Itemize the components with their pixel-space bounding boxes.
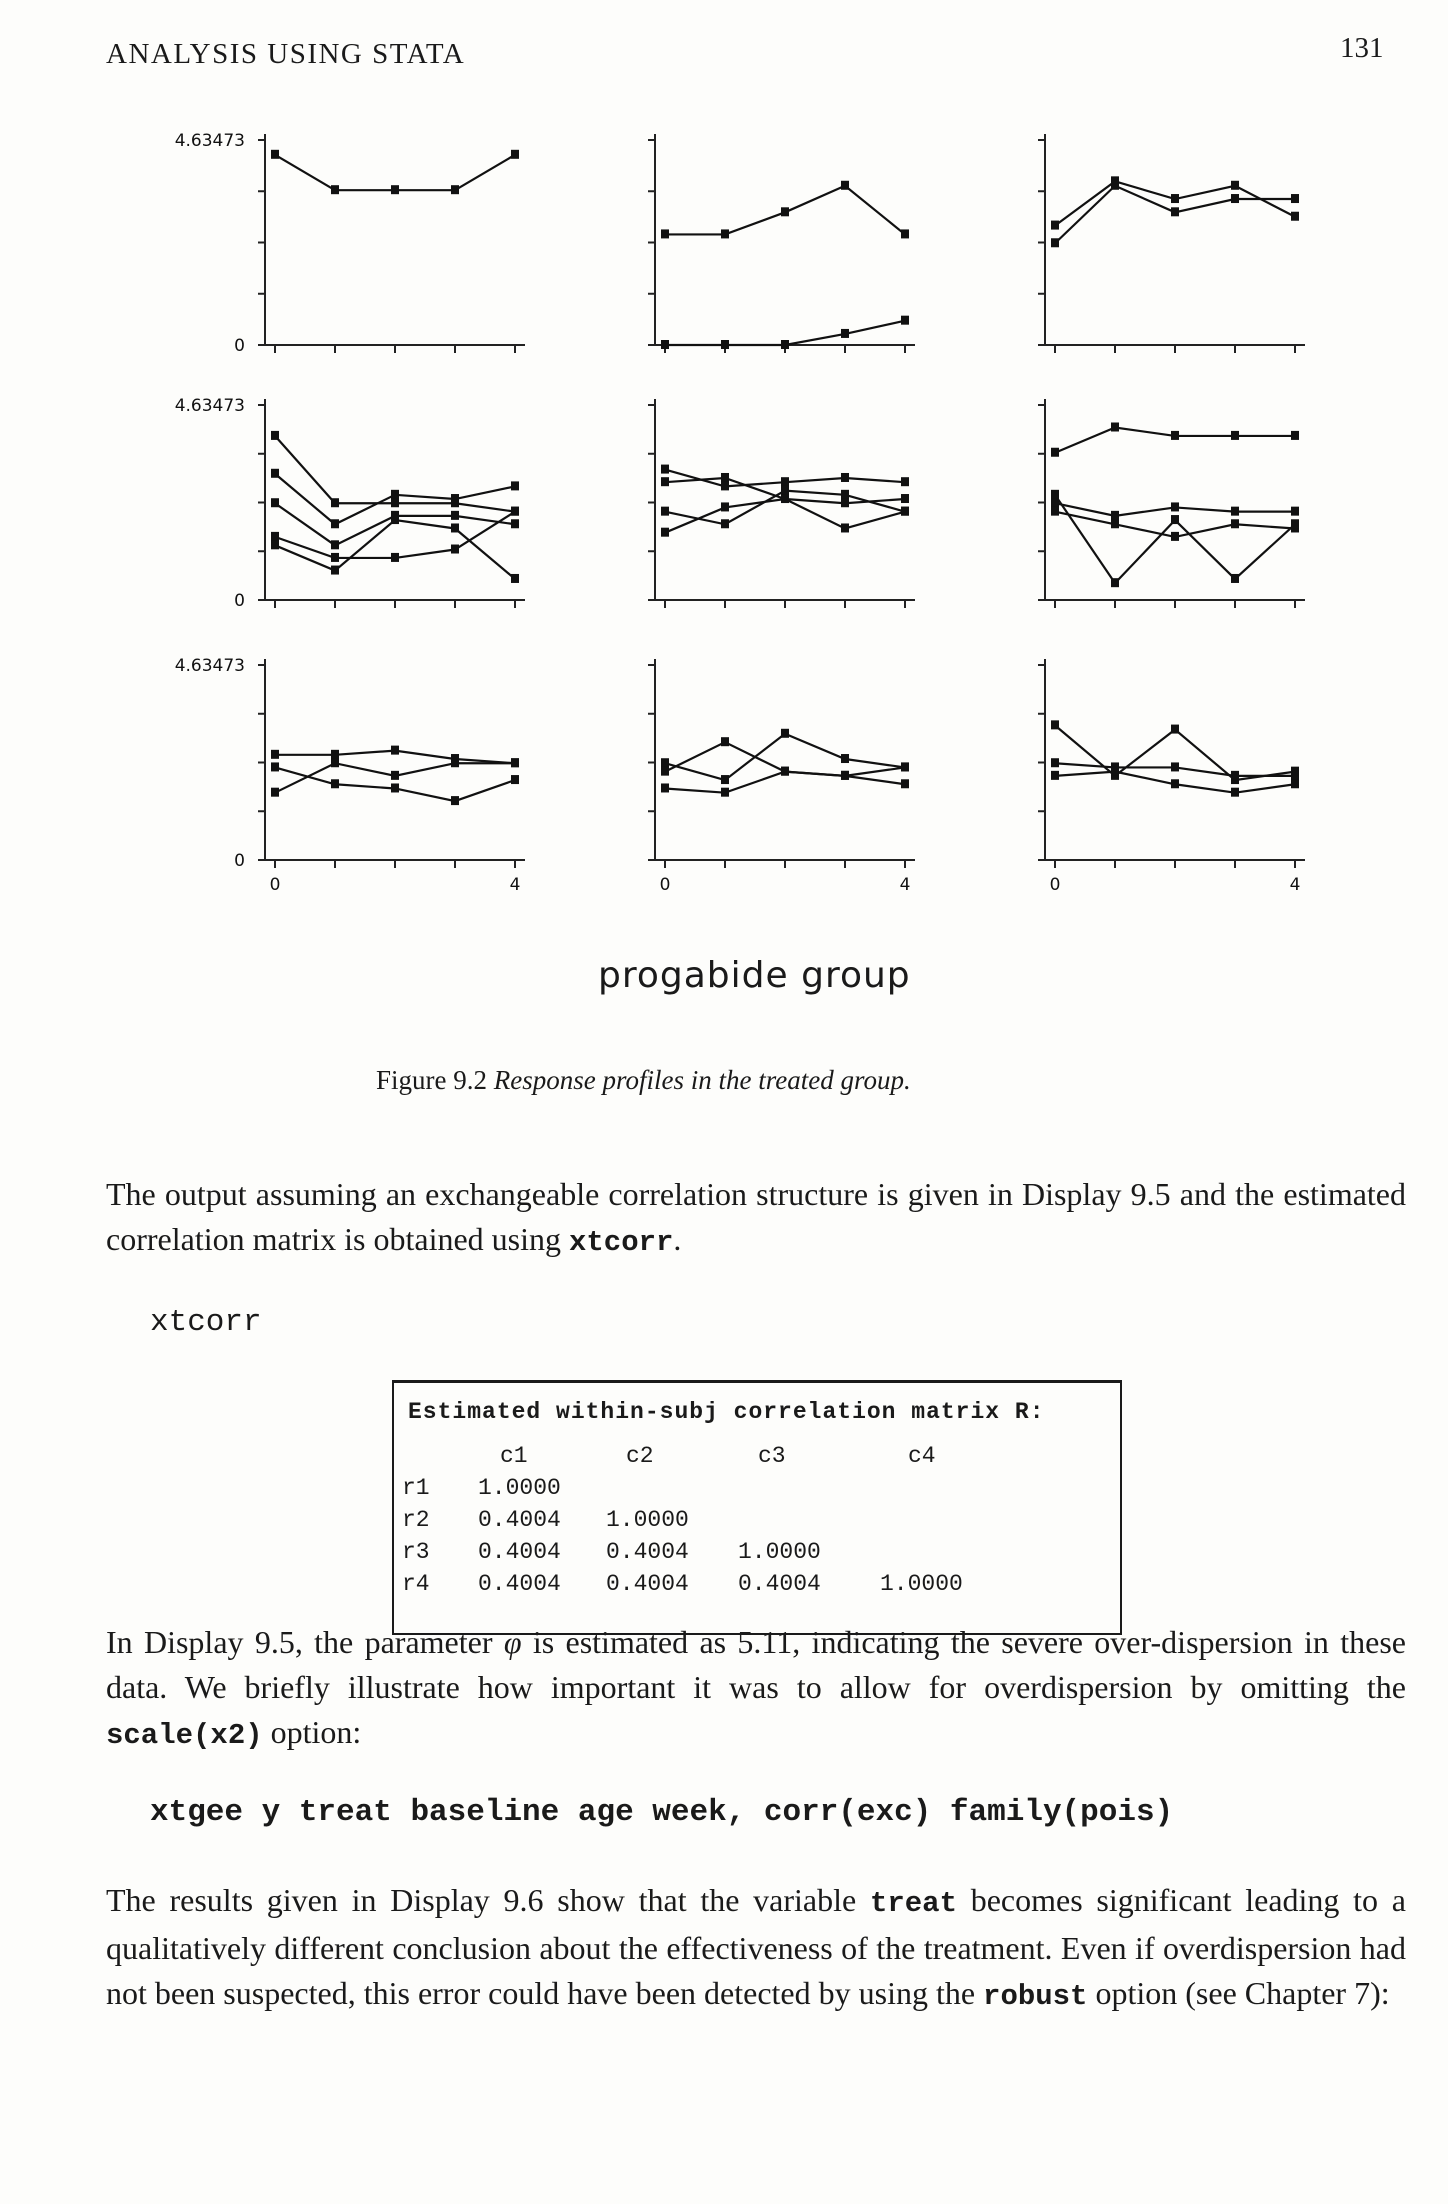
data-point-marker [1051, 507, 1059, 516]
data-point-marker [1051, 758, 1059, 767]
data-point-marker [1231, 519, 1239, 528]
data-point-marker [1171, 194, 1179, 203]
para2-text-b: is estimated as 5.11, indicating the severe over-dispersion in these data. We briefly illustrate how important it was to allow for overdispersion by omitting the [106, 1624, 1407, 1705]
matrix-row-label: r4 [402, 1571, 430, 1597]
data-point-marker [511, 481, 519, 490]
data-point-marker [511, 507, 519, 516]
data-point-marker [1231, 574, 1239, 583]
x-tick-label-left: 0 [659, 875, 671, 895]
x-tick-label-left: 0 [269, 875, 281, 895]
data-point-marker [1171, 431, 1179, 440]
data-point-marker [1051, 490, 1059, 499]
data-point-marker [1051, 448, 1059, 457]
data-point-marker [1291, 779, 1299, 788]
data-point-marker [1231, 771, 1239, 780]
para1-code: xtcorr [569, 1226, 674, 1259]
data-point-marker [391, 185, 399, 194]
data-point-marker [511, 775, 519, 784]
data-point-marker [1231, 431, 1239, 440]
data-point-marker [1111, 578, 1119, 587]
data-point-marker [721, 481, 729, 490]
data-point-marker [841, 329, 849, 338]
data-point-marker [1291, 771, 1299, 780]
data-point-marker [331, 540, 339, 549]
matrix-cell: 0.4004 [606, 1571, 689, 1597]
data-point-marker [331, 758, 339, 767]
data-point-marker [1111, 511, 1119, 520]
data-point-marker [1231, 194, 1239, 203]
response-profile-line [275, 155, 515, 190]
data-point-marker [661, 783, 669, 792]
data-point-marker [781, 729, 789, 738]
y-tick-label-top: 4.63473 [174, 656, 245, 676]
para3-code-robust: robust [983, 1980, 1088, 2013]
data-point-marker [781, 477, 789, 486]
data-point-marker [661, 507, 669, 516]
data-point-marker [1111, 422, 1119, 431]
matrix-col-label: c1 [500, 1443, 528, 1469]
data-point-marker [391, 553, 399, 562]
data-point-marker [721, 775, 729, 784]
data-point-marker [841, 181, 849, 190]
data-point-marker [841, 498, 849, 507]
data-point-marker [511, 574, 519, 583]
data-point-marker [901, 762, 909, 771]
data-point-marker [661, 528, 669, 537]
y-tick-label-top: 4.63473 [174, 131, 245, 151]
data-point-marker [451, 545, 459, 554]
data-point-marker [1171, 762, 1179, 771]
data-point-marker [781, 207, 789, 216]
data-point-marker [1291, 507, 1299, 516]
data-point-marker [901, 316, 909, 325]
paragraph-results [106, 1878, 1406, 2019]
matrix-row-label: r3 [402, 1539, 430, 1565]
matrix-cell: 1.0000 [880, 1571, 963, 1597]
data-point-marker [1171, 515, 1179, 524]
data-point-marker [1111, 767, 1119, 776]
para2-text-c: option: [262, 1714, 362, 1750]
data-point-marker [781, 486, 789, 495]
data-point-marker [271, 469, 279, 478]
response-profiles-figure [0, 0, 1448, 940]
para3-code-treat: treat [869, 1887, 957, 1920]
data-point-marker [1171, 207, 1179, 216]
data-point-marker [721, 340, 729, 349]
data-point-marker [1291, 194, 1299, 203]
matrix-cell: 0.4004 [606, 1539, 689, 1565]
data-point-marker [331, 566, 339, 575]
data-point-marker [901, 229, 909, 238]
data-point-marker [511, 519, 519, 528]
data-point-marker [841, 771, 849, 780]
data-point-marker [721, 473, 729, 482]
para2-text-a: In Display 9.5, the parameter [106, 1624, 504, 1660]
data-point-marker [331, 519, 339, 528]
data-point-marker [1291, 212, 1299, 221]
matrix-cell: 1.0000 [606, 1507, 689, 1533]
data-point-marker [271, 750, 279, 759]
data-point-marker [391, 515, 399, 524]
data-point-marker [1291, 519, 1299, 528]
data-point-marker [1051, 720, 1059, 729]
matrix-col-label: c4 [908, 1443, 936, 1469]
data-point-marker [721, 502, 729, 511]
matrix-title: Estimated within-subj correlation matrix R: [408, 1399, 1045, 1425]
data-point-marker [1171, 725, 1179, 734]
data-point-marker [451, 494, 459, 503]
y-tick-label-bottom: 0 [234, 336, 245, 356]
matrix-col-label: c3 [758, 1443, 786, 1469]
data-point-marker [271, 431, 279, 440]
data-point-marker [781, 340, 789, 349]
data-point-marker [841, 473, 849, 482]
data-point-marker [451, 511, 459, 520]
command-xtcorr: xtcorr [150, 1305, 262, 1340]
data-point-marker [1171, 779, 1179, 788]
data-point-marker [331, 498, 339, 507]
matrix-cell: 0.4004 [738, 1571, 821, 1597]
para1-text-a: The output assuming an exchangeable correlation structure is given in Display 9.5 and the estimated correlation matrix is obtained using [106, 1176, 1406, 1257]
para3-text-b: becomes significant leading to a qualitatively different conclusion about the effectiveness of the treatment. Even if overdispersion had not been suspected, this error could have been detected by using the [106, 1882, 1407, 2011]
data-point-marker [331, 185, 339, 194]
para3-text-c: option (see Chapter 7): [1087, 1975, 1390, 2011]
data-point-marker [331, 779, 339, 788]
y-tick-label-bottom: 0 [234, 591, 245, 611]
para2-code: scale(x2) [106, 1719, 263, 1752]
data-point-marker [1051, 238, 1059, 247]
matrix-row-label: r2 [402, 1507, 430, 1533]
y-tick-label-top: 4.63473 [174, 396, 245, 416]
data-point-marker [721, 519, 729, 528]
response-profile-line [665, 499, 905, 533]
x-tick-label-left: 0 [1049, 875, 1061, 895]
caption-text: Response profiles in the treated group. [493, 1065, 911, 1095]
data-point-marker [1051, 771, 1059, 780]
data-point-marker [331, 553, 339, 562]
data-point-marker [661, 340, 669, 349]
data-point-marker [661, 477, 669, 486]
data-point-marker [841, 754, 849, 763]
data-point-marker [841, 523, 849, 532]
matrix-col-label: c2 [626, 1443, 654, 1469]
data-point-marker [1291, 431, 1299, 440]
running-head: ANALYSIS USING STATA [106, 38, 466, 70]
data-point-marker [451, 185, 459, 194]
matrix-cell: 0.4004 [478, 1507, 561, 1533]
data-point-marker [331, 750, 339, 759]
response-profile-line [275, 503, 515, 545]
command-xtgee: xtgee y treat baseline age week, corr(exc) family(pois) [150, 1795, 1174, 1830]
data-point-marker [391, 783, 399, 792]
data-point-marker [271, 788, 279, 797]
correlation-matrix-output [392, 1380, 1122, 1635]
data-point-marker [271, 762, 279, 771]
data-point-marker [661, 465, 669, 474]
data-point-marker [271, 540, 279, 549]
figure-caption [376, 1065, 911, 1096]
data-point-marker [901, 494, 909, 503]
para3-text-a: The results given in Display 9.6 show that the variable [106, 1882, 870, 1918]
x-tick-label-right: 4 [509, 875, 521, 895]
page-number: 131 [1340, 32, 1384, 64]
data-point-marker [1111, 519, 1119, 528]
para1-text-b: . [673, 1221, 682, 1257]
matrix-row-label: r1 [402, 1475, 430, 1501]
data-point-marker [1231, 181, 1239, 190]
data-point-marker [1231, 507, 1239, 516]
group-label: progabide group [598, 955, 911, 996]
data-point-marker [721, 788, 729, 797]
data-point-marker [781, 767, 789, 776]
data-point-marker [391, 746, 399, 755]
data-point-marker [271, 532, 279, 541]
paragraph-overdispersion [106, 1620, 1406, 1758]
data-point-marker [1231, 788, 1239, 797]
data-point-marker [511, 758, 519, 767]
data-point-marker [451, 796, 459, 805]
data-point-marker [391, 771, 399, 780]
caption-label: Figure 9.2 [376, 1065, 494, 1095]
x-tick-label-right: 4 [1289, 875, 1301, 895]
data-point-marker [391, 498, 399, 507]
data-point-marker [721, 229, 729, 238]
data-point-marker [661, 229, 669, 238]
data-point-marker [901, 477, 909, 486]
data-point-marker [661, 758, 669, 767]
matrix-cell: 0.4004 [478, 1539, 561, 1565]
data-point-marker [271, 150, 279, 159]
x-tick-label-right: 4 [899, 875, 911, 895]
data-point-marker [901, 779, 909, 788]
data-point-marker [451, 523, 459, 532]
matrix-cell: 1.0000 [478, 1475, 561, 1501]
data-point-marker [781, 494, 789, 503]
matrix-cell: 1.0000 [738, 1539, 821, 1565]
data-point-marker [721, 737, 729, 746]
y-tick-label-bottom: 0 [234, 851, 245, 871]
data-point-marker [451, 758, 459, 767]
data-point-marker [271, 498, 279, 507]
data-point-marker [1111, 181, 1119, 190]
data-point-marker [661, 767, 669, 776]
data-point-marker [1171, 532, 1179, 541]
matrix-cell: 0.4004 [478, 1571, 561, 1597]
data-point-marker [511, 150, 519, 159]
data-point-marker [1171, 502, 1179, 511]
paragraph-exchangeable [106, 1172, 1406, 1265]
phi-symbol: φ [503, 1624, 522, 1660]
data-point-marker [391, 490, 399, 499]
data-point-marker [841, 490, 849, 499]
response-profile-line [1055, 181, 1295, 225]
data-point-marker [901, 507, 909, 516]
data-point-marker [1051, 221, 1059, 230]
